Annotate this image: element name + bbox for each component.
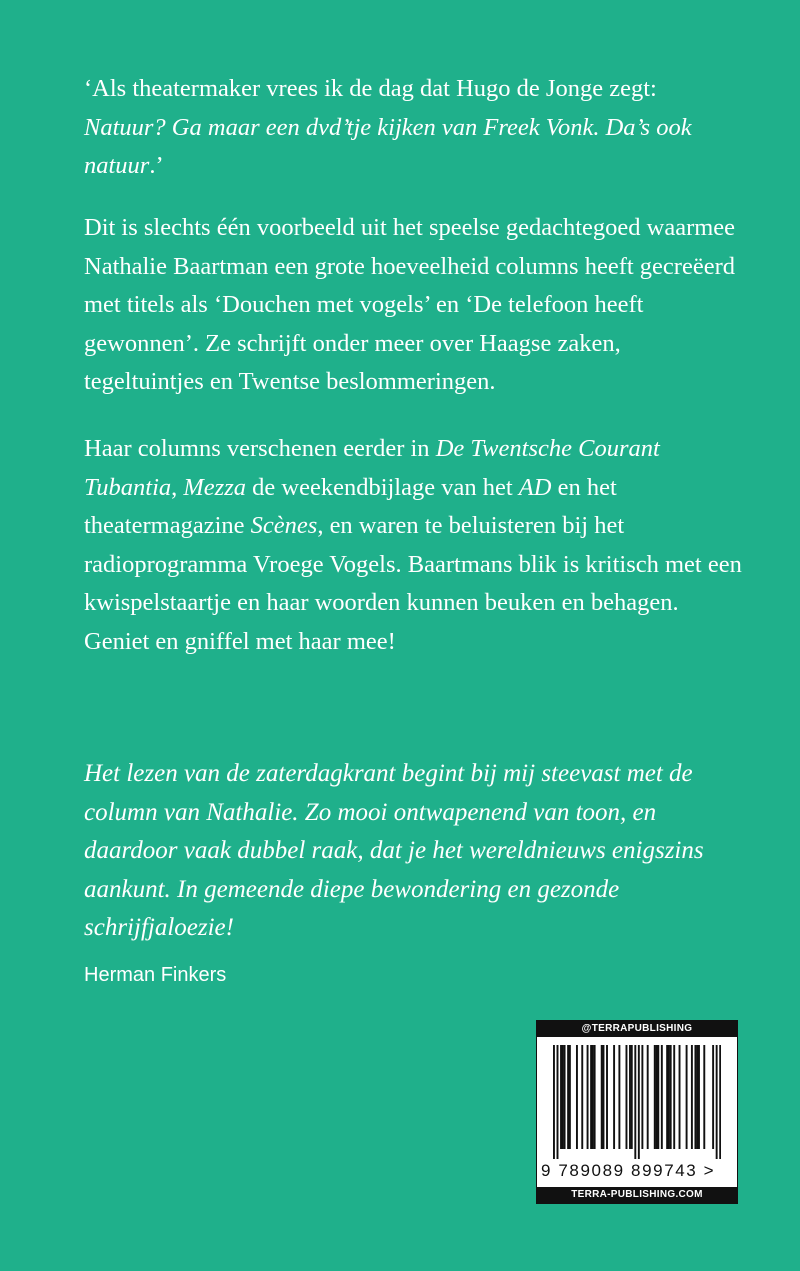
barcode-bar <box>703 1045 705 1149</box>
opening-quote-italic: Natuur? Ga maar een dvd’tje kijken van Freek Vonk. Da’s ook natuur <box>84 113 692 179</box>
barcode-bar <box>647 1045 649 1149</box>
description-paragraph: Dit is slechts één voorbeeld uit het speelse gedachtegoed waarmee Nathalie Baartman een grote hoeveelheid columns heeft gecreëerd met titels als ‘Douchen met vogels’ en ‘De telefoon heeft gewonnen’. Ze schrijft onder meer over Haagse zaken, tegeltuintjes en Twentse beslommeringen. <box>84 214 736 395</box>
testimonial-quote: Het lezen van de zaterdagkrant begint bij mij steevast met de column van Nathalie. Zo mooi ontwapenend van toon, en daardoor vaak dubbel raak, dat je het wereldnieuws enigszins aankunt. In gemeende diepe bewondering en gezonde schrijfjaloezie! <box>84 760 704 941</box>
barcode-bar <box>564 1045 566 1149</box>
opening-quote <box>84 70 744 186</box>
barcode-bar <box>606 1045 608 1149</box>
barcode-bar <box>631 1045 633 1149</box>
barcode-bar <box>668 1045 670 1149</box>
barcode-bar <box>629 1045 631 1149</box>
publication-title-mezza: Mezza <box>183 473 246 501</box>
publication-text: , en waren te beluisteren bij het radioprogramma Vroege Vogels. Baartmans blik is kritisch met een kwispelstaartje en haar woorden kunnen beuken en behagen. Geniet en gniffel met haar mee! <box>84 512 742 655</box>
barcode-bar <box>657 1045 659 1149</box>
barcode-bar <box>594 1045 596 1149</box>
publication-text: Haar columns verschenen eerder in <box>84 435 436 462</box>
barcode-bar <box>601 1045 603 1149</box>
opening-quote-close: .’ <box>149 152 164 179</box>
barcode-bar <box>618 1045 620 1149</box>
barcode-bar <box>634 1045 636 1159</box>
barcode-bar <box>654 1045 656 1149</box>
barcode-bar <box>686 1045 688 1149</box>
barcode-bar <box>562 1045 564 1149</box>
publication-text: en het theatermagazine <box>84 473 617 539</box>
barcode-bar <box>567 1045 569 1149</box>
publisher-handle: @TERRAPUBLISHING <box>537 1021 737 1037</box>
barcode-bar <box>557 1045 559 1159</box>
barcode-bar <box>581 1045 583 1149</box>
barcode-bar <box>603 1045 605 1149</box>
barcode-bar <box>553 1045 555 1159</box>
barcode-bar <box>698 1045 700 1149</box>
testimonial-author: Herman Finkers <box>84 964 227 986</box>
publication-text: de weekendbijlage van het <box>246 473 519 501</box>
barcode-bar <box>712 1045 714 1149</box>
barcode-bar <box>694 1045 696 1149</box>
barcode-bar <box>670 1045 672 1149</box>
barcode-bar <box>696 1045 698 1149</box>
barcode-bar <box>576 1045 578 1149</box>
publication-title-ad: AD <box>518 473 552 501</box>
barcode-bar <box>592 1045 594 1149</box>
publisher-website: TERRA-PUBLISHING.COM <box>537 1187 737 1203</box>
barcode-bar <box>638 1045 640 1159</box>
isbn-digits: 9 789089 899743 > <box>541 1161 716 1180</box>
barcode-panel <box>536 1020 738 1204</box>
opening-quote-intro: ‘Als theatermaker vrees ik de dag dat Hugo de Jonge zegt: <box>84 75 657 102</box>
barcode-bar <box>679 1045 681 1149</box>
barcode-bar <box>590 1045 592 1149</box>
barcode-bar <box>626 1045 628 1149</box>
barcode-bar <box>691 1045 693 1149</box>
barcode-image <box>553 1045 721 1159</box>
barcode-bar <box>641 1045 643 1149</box>
barcode-bar <box>560 1045 562 1149</box>
publication-title-scenes: Scènes <box>250 512 318 539</box>
barcode-bar <box>673 1045 675 1149</box>
publication-text: , <box>171 473 184 501</box>
publication-title-tubantia: De Twentsche Courant Tubantia <box>84 435 660 501</box>
barcode-bar <box>587 1045 589 1149</box>
barcode-bar <box>569 1045 571 1149</box>
barcode-bar <box>716 1045 718 1159</box>
barcode-bar <box>656 1045 658 1149</box>
barcode-bar <box>613 1045 615 1149</box>
barcode-bar <box>666 1045 668 1149</box>
barcode-bar <box>661 1045 663 1149</box>
publication-paragraph <box>84 430 744 661</box>
barcode-bar <box>719 1045 721 1159</box>
